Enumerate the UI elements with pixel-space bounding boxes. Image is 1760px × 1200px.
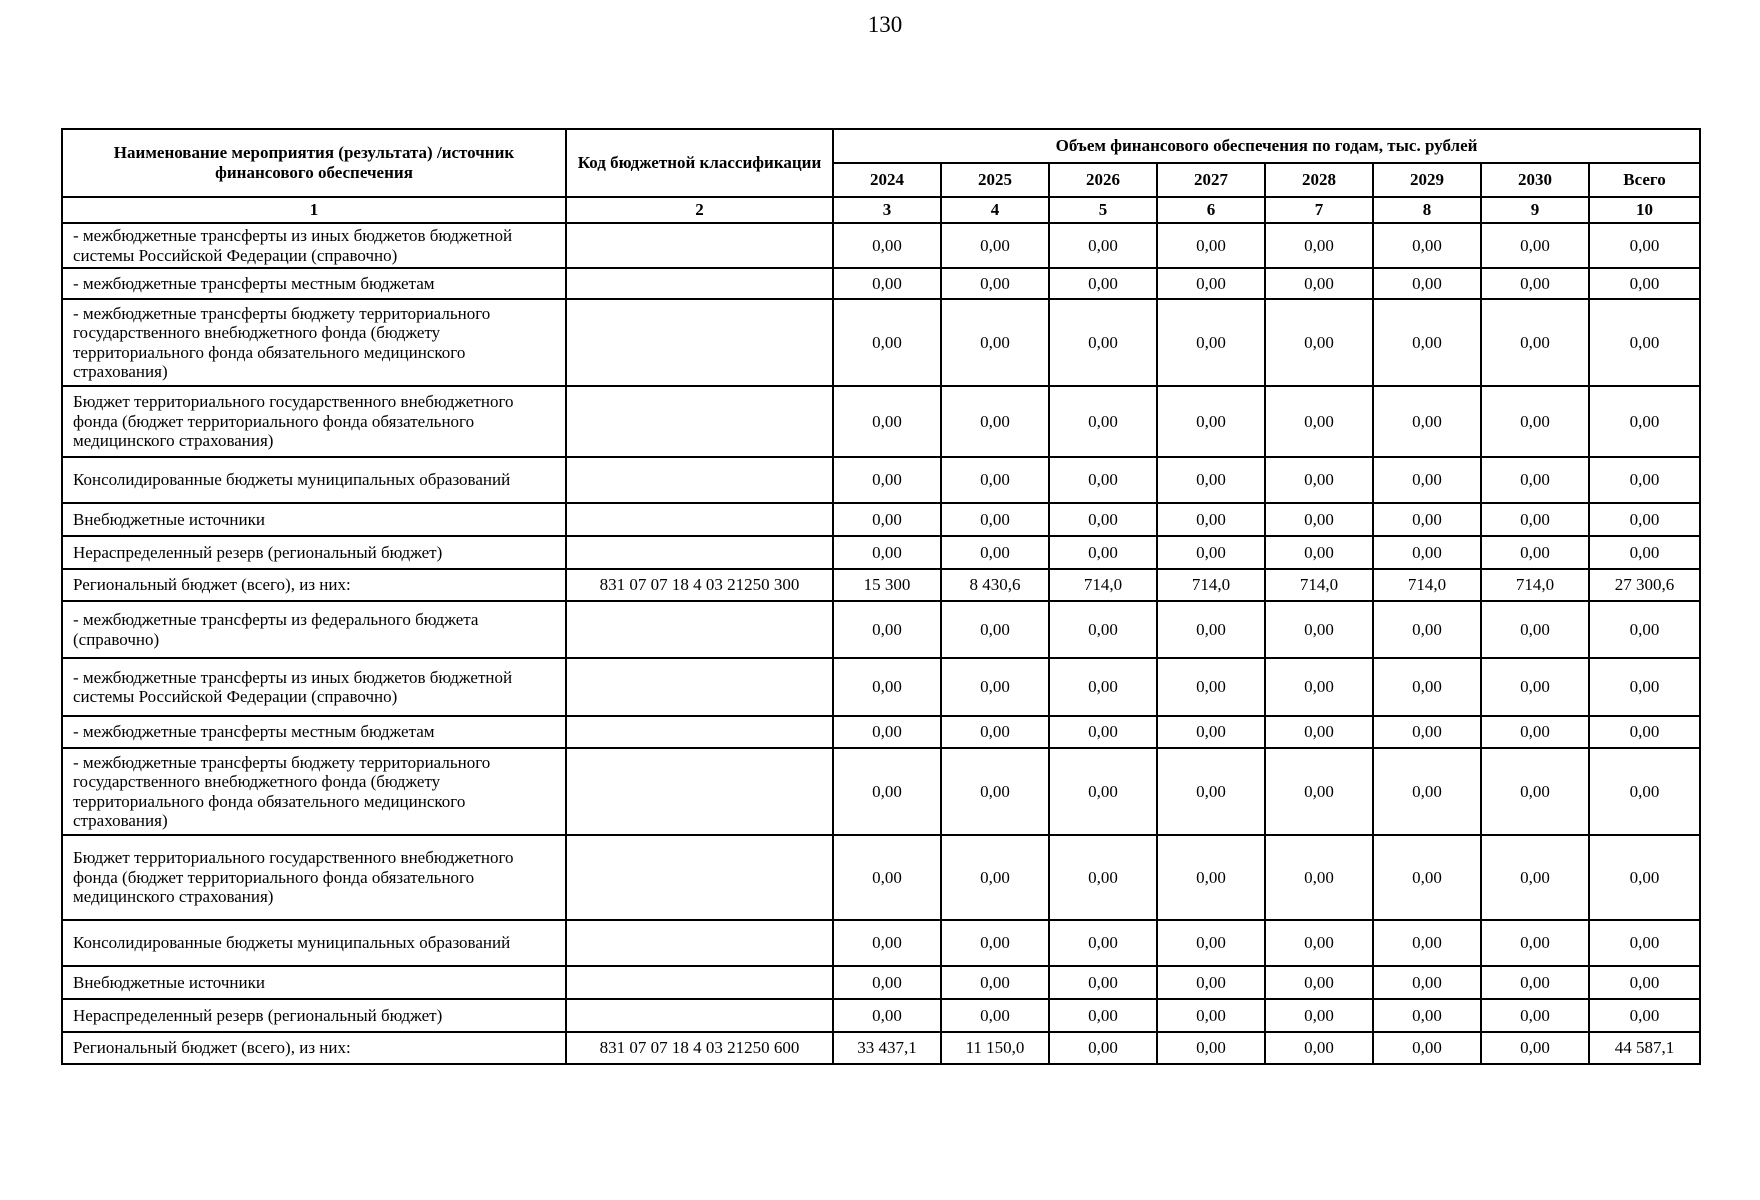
row-value: 0,00: [941, 716, 1049, 748]
row-value: 0,00: [1481, 999, 1589, 1032]
row-value: 714,0: [1157, 569, 1265, 601]
row-name: - межбюджетные трансферты местным бюджетам: [62, 716, 566, 748]
row-value: 0,00: [1265, 920, 1373, 966]
column-numbers-row: [62, 197, 1700, 223]
row-value: 0,00: [1481, 966, 1589, 999]
column-number: 2: [566, 197, 833, 223]
row-value: 0,00: [1157, 966, 1265, 999]
table-row: [62, 835, 1700, 920]
row-value: 0,00: [1265, 268, 1373, 299]
row-code: [566, 748, 833, 835]
row-value: 0,00: [1157, 748, 1265, 835]
row-value: 0,00: [1481, 716, 1589, 748]
row-value: 0,00: [1049, 457, 1157, 503]
table-row: [62, 716, 1700, 748]
table-row: [62, 920, 1700, 966]
row-code: 831 07 07 18 4 03 21250 300: [566, 569, 833, 601]
row-value: 0,00: [941, 658, 1049, 716]
row-value: 0,00: [1157, 601, 1265, 658]
row-value: 0,00: [1373, 748, 1481, 835]
row-total: 0,00: [1589, 716, 1700, 748]
row-name: - межбюджетные трансферты из федерального бюджета (справочно): [62, 601, 566, 658]
header-name: Наименование мероприятия (результата) /источник финансового обеспечения: [62, 129, 566, 197]
row-value: 0,00: [1157, 268, 1265, 299]
row-code: [566, 999, 833, 1032]
row-value: 0,00: [1049, 601, 1157, 658]
row-value: 0,00: [1265, 503, 1373, 536]
row-name: Внебюджетные источники: [62, 503, 566, 536]
table-row: [62, 223, 1700, 268]
row-total: 27 300,6: [1589, 569, 1700, 601]
row-value: 0,00: [1481, 658, 1589, 716]
row-value: 0,00: [941, 748, 1049, 835]
budget-table: [61, 128, 1701, 1065]
row-total: 0,00: [1589, 386, 1700, 457]
row-value: 0,00: [1049, 835, 1157, 920]
row-value: 0,00: [941, 299, 1049, 386]
row-value: 0,00: [1265, 716, 1373, 748]
row-value: 0,00: [941, 536, 1049, 569]
row-value: 0,00: [1373, 299, 1481, 386]
column-number: 7: [1265, 197, 1373, 223]
row-value: 0,00: [1373, 999, 1481, 1032]
column-number: 3: [833, 197, 941, 223]
row-value: 0,00: [1265, 457, 1373, 503]
year-header: 2028: [1265, 163, 1373, 197]
row-value: 0,00: [833, 966, 941, 999]
row-value: 0,00: [1157, 658, 1265, 716]
column-number: 8: [1373, 197, 1481, 223]
row-value: 0,00: [1157, 835, 1265, 920]
column-number: 6: [1157, 197, 1265, 223]
row-total: 0,00: [1589, 299, 1700, 386]
row-value: 0,00: [1481, 1032, 1589, 1064]
row-value: 0,00: [1373, 601, 1481, 658]
row-value: 0,00: [1373, 536, 1481, 569]
row-value: 0,00: [941, 966, 1049, 999]
column-number: 1: [62, 197, 566, 223]
row-value: 0,00: [941, 386, 1049, 457]
table-row: [62, 658, 1700, 716]
row-value: 0,00: [941, 457, 1049, 503]
row-code: [566, 536, 833, 569]
row-name: Бюджет территориального государственного внебюджетного фонда (бюджет территориального фонда обязательного медицинского страхования): [62, 835, 566, 920]
table-row: [62, 569, 1700, 601]
row-total: 0,00: [1589, 536, 1700, 569]
year-header: 2029: [1373, 163, 1481, 197]
row-value: 714,0: [1481, 569, 1589, 601]
row-value: 15 300: [833, 569, 941, 601]
year-header: 2025: [941, 163, 1049, 197]
row-code: [566, 503, 833, 536]
row-value: 0,00: [941, 920, 1049, 966]
row-total: 0,00: [1589, 999, 1700, 1032]
row-value: 0,00: [1373, 658, 1481, 716]
row-value: 0,00: [1481, 457, 1589, 503]
row-value: 0,00: [833, 920, 941, 966]
row-value: 0,00: [1265, 835, 1373, 920]
row-value: 0,00: [1049, 658, 1157, 716]
row-value: 0,00: [1265, 299, 1373, 386]
row-name: Консолидированные бюджеты муниципальных образований: [62, 920, 566, 966]
row-value: 0,00: [941, 999, 1049, 1032]
row-value: 0,00: [1049, 386, 1157, 457]
row-code: [566, 457, 833, 503]
row-value: 0,00: [1373, 1032, 1481, 1064]
row-value: 0,00: [1373, 386, 1481, 457]
row-value: 0,00: [833, 658, 941, 716]
table-row: [62, 536, 1700, 569]
row-value: 0,00: [1157, 386, 1265, 457]
row-value: 0,00: [1049, 223, 1157, 268]
row-value: 0,00: [1481, 386, 1589, 457]
row-code: 831 07 07 18 4 03 21250 600: [566, 1032, 833, 1064]
header-volume: Объем финансового обеспечения по годам, тыс. рублей: [833, 129, 1700, 163]
row-value: 0,00: [1373, 835, 1481, 920]
row-value: 0,00: [1265, 966, 1373, 999]
row-value: 0,00: [833, 999, 941, 1032]
row-total: 0,00: [1589, 966, 1700, 999]
column-number: 10: [1589, 197, 1700, 223]
row-value: 0,00: [1265, 536, 1373, 569]
row-name: Региональный бюджет (всего), из них:: [62, 569, 566, 601]
row-code: [566, 299, 833, 386]
row-total: 0,00: [1589, 457, 1700, 503]
row-code: [566, 268, 833, 299]
row-value: 0,00: [833, 601, 941, 658]
row-value: 8 430,6: [941, 569, 1049, 601]
column-number: 5: [1049, 197, 1157, 223]
table-row: [62, 268, 1700, 299]
row-value: 0,00: [1049, 999, 1157, 1032]
row-name: Бюджет территориального государственного внебюджетного фонда (бюджет территориального фонда обязательного медицинского страхования): [62, 386, 566, 457]
row-total: 0,00: [1589, 223, 1700, 268]
row-total: 0,00: [1589, 748, 1700, 835]
row-value: 0,00: [1481, 835, 1589, 920]
year-header: 2026: [1049, 163, 1157, 197]
row-value: 0,00: [1157, 299, 1265, 386]
row-value: 714,0: [1049, 569, 1157, 601]
year-header: 2024: [833, 163, 941, 197]
table-row: [62, 601, 1700, 658]
row-value: 0,00: [1157, 223, 1265, 268]
row-value: 0,00: [1157, 457, 1265, 503]
table-row: [62, 1032, 1700, 1064]
row-value: 0,00: [1049, 966, 1157, 999]
row-value: 0,00: [1049, 503, 1157, 536]
row-total: 0,00: [1589, 658, 1700, 716]
row-value: 0,00: [1481, 268, 1589, 299]
row-value: 0,00: [1265, 999, 1373, 1032]
row-value: 0,00: [833, 536, 941, 569]
year-header: Всего: [1589, 163, 1700, 197]
row-total: 0,00: [1589, 835, 1700, 920]
row-total: 0,00: [1589, 920, 1700, 966]
year-header: 2030: [1481, 163, 1589, 197]
row-value: 0,00: [833, 457, 941, 503]
table-row: [62, 748, 1700, 835]
row-name: - межбюджетные трансферты из иных бюджетов бюджетной системы Российской Федерации (справочно): [62, 223, 566, 268]
row-name: Нераспределенный резерв (региональный бюджет): [62, 536, 566, 569]
row-name: - межбюджетные трансферты местным бюджетам: [62, 268, 566, 299]
row-value: 0,00: [833, 748, 941, 835]
row-value: 0,00: [1157, 920, 1265, 966]
row-value: 0,00: [1373, 223, 1481, 268]
row-value: 0,00: [1265, 601, 1373, 658]
row-value: 0,00: [1049, 299, 1157, 386]
row-value: 0,00: [941, 503, 1049, 536]
row-value: 0,00: [1481, 920, 1589, 966]
row-value: 0,00: [1049, 920, 1157, 966]
row-value: 0,00: [1157, 536, 1265, 569]
row-value: 0,00: [1157, 716, 1265, 748]
year-header: 2027: [1157, 163, 1265, 197]
column-number: 4: [941, 197, 1049, 223]
row-value: 0,00: [833, 268, 941, 299]
row-value: 0,00: [1373, 503, 1481, 536]
row-value: 0,00: [1265, 386, 1373, 457]
row-value: 0,00: [1481, 601, 1589, 658]
row-value: 0,00: [1481, 503, 1589, 536]
row-value: 0,00: [833, 299, 941, 386]
row-value: 0,00: [1265, 658, 1373, 716]
row-value: 0,00: [941, 223, 1049, 268]
row-value: 0,00: [1265, 748, 1373, 835]
row-value: 0,00: [1265, 223, 1373, 268]
row-code: [566, 716, 833, 748]
row-value: 0,00: [1481, 223, 1589, 268]
row-total: 0,00: [1589, 503, 1700, 536]
row-value: 0,00: [833, 223, 941, 268]
row-name: - межбюджетные трансферты бюджету территориального государственного внебюджетного фонда (бюджету территориального фонда обязательного медицинского страхования): [62, 299, 566, 386]
row-total: 0,00: [1589, 601, 1700, 658]
column-number: 9: [1481, 197, 1589, 223]
row-code: [566, 601, 833, 658]
row-value: 0,00: [1049, 748, 1157, 835]
row-name: Нераспределенный резерв (региональный бюджет): [62, 999, 566, 1032]
row-value: 0,00: [941, 835, 1049, 920]
row-code: [566, 223, 833, 268]
row-value: 0,00: [1373, 716, 1481, 748]
row-value: 0,00: [833, 386, 941, 457]
table-row: [62, 966, 1700, 999]
row-value: 0,00: [1265, 1032, 1373, 1064]
row-value: 0,00: [1157, 999, 1265, 1032]
row-value: 0,00: [1049, 1032, 1157, 1064]
row-name: - межбюджетные трансферты бюджету территориального государственного внебюджетного фонда (бюджету территориального фонда обязательного медицинского страхования): [62, 748, 566, 835]
row-value: 0,00: [1481, 299, 1589, 386]
table-row: [62, 503, 1700, 536]
table-row: [62, 386, 1700, 457]
row-value: 0,00: [833, 835, 941, 920]
row-value: 0,00: [1049, 268, 1157, 299]
row-code: [566, 920, 833, 966]
header-code: Код бюджетной классификации: [566, 129, 833, 197]
row-name: Региональный бюджет (всего), из них:: [62, 1032, 566, 1064]
row-name: Консолидированные бюджеты муниципальных образований: [62, 457, 566, 503]
row-value: 0,00: [941, 268, 1049, 299]
row-name: - межбюджетные трансферты из иных бюджетов бюджетной системы Российской Федерации (справочно): [62, 658, 566, 716]
row-value: 714,0: [1265, 569, 1373, 601]
row-total: 0,00: [1589, 268, 1700, 299]
row-value: 0,00: [1373, 457, 1481, 503]
table-row: [62, 457, 1700, 503]
row-code: [566, 386, 833, 457]
row-total: 44 587,1: [1589, 1032, 1700, 1064]
row-code: [566, 658, 833, 716]
row-value: 33 437,1: [833, 1032, 941, 1064]
row-name: Внебюджетные источники: [62, 966, 566, 999]
row-code: [566, 966, 833, 999]
row-value: 0,00: [1049, 716, 1157, 748]
row-value: 0,00: [1481, 748, 1589, 835]
row-value: 0,00: [1373, 920, 1481, 966]
row-value: 714,0: [1373, 569, 1481, 601]
row-value: 0,00: [1481, 536, 1589, 569]
row-value: 0,00: [1157, 503, 1265, 536]
row-value: 0,00: [1373, 966, 1481, 999]
table-row: [62, 999, 1700, 1032]
row-value: 0,00: [941, 601, 1049, 658]
row-value: 0,00: [1157, 1032, 1265, 1064]
page-number: 130: [867, 12, 903, 37]
row-value: 0,00: [1049, 536, 1157, 569]
row-code: [566, 835, 833, 920]
row-value: 0,00: [1373, 268, 1481, 299]
row-value: 0,00: [833, 716, 941, 748]
row-value: 0,00: [833, 503, 941, 536]
row-value: 11 150,0: [941, 1032, 1049, 1064]
table-row: [62, 299, 1700, 386]
